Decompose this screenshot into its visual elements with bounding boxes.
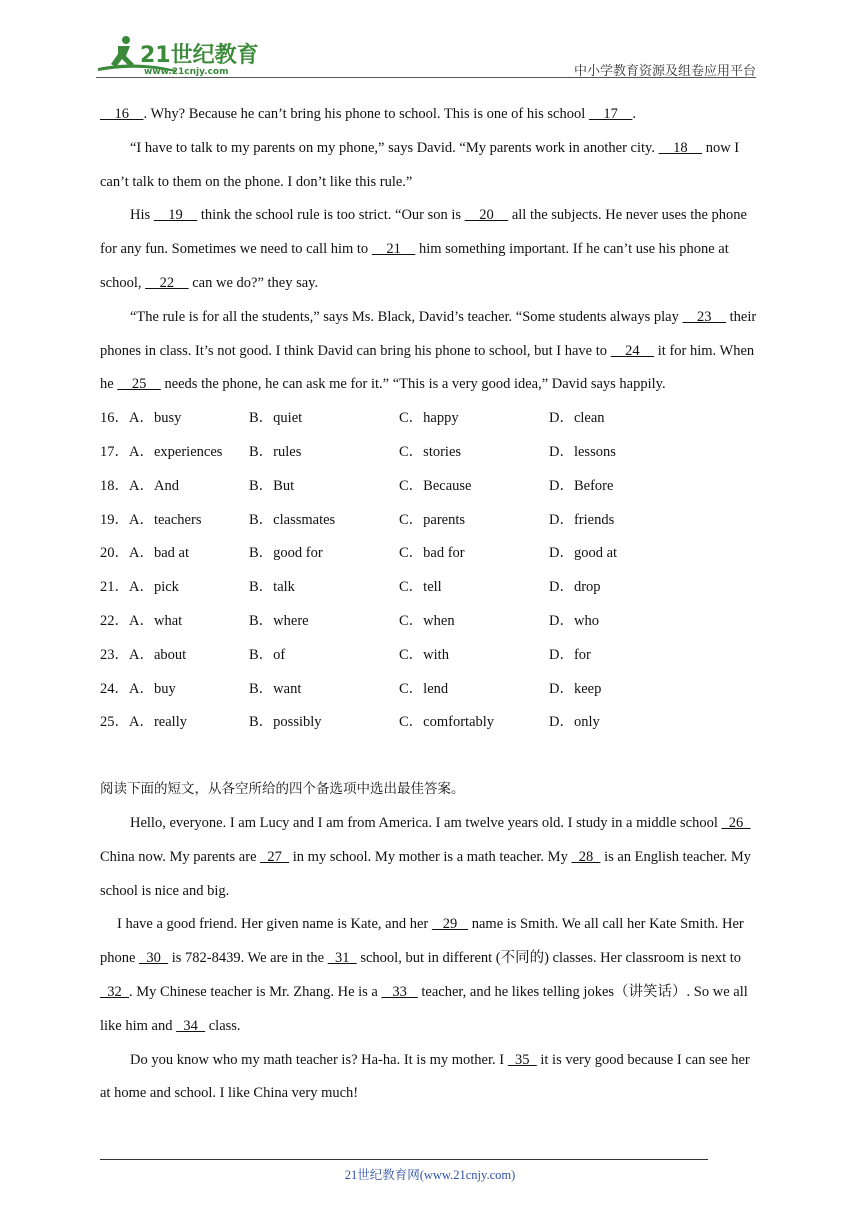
- passage-text: all the subjects. He never uses the phone for any fun. Sometimes we need to call him to: [100, 207, 747, 258]
- passage-text: .: [632, 106, 637, 122]
- option-a: [100, 402, 181, 436]
- answer-blank: 20: [464, 207, 509, 224]
- question-number: 18．: [100, 477, 129, 494]
- option-a: [100, 504, 201, 538]
- passage-text: it for him. When he: [100, 342, 755, 393]
- passage-text: Do you know who my math teacher is? Ha-ha. It is my mother. I: [130, 1051, 508, 1068]
- question-row: [100, 537, 760, 571]
- option-c: C．lend: [399, 680, 449, 697]
- answer-blank: 18: [658, 139, 703, 156]
- question-row: [100, 706, 760, 740]
- passage-text: now I can’t talk to them on the phone. I don’t like this rule.”: [100, 139, 740, 190]
- question-number: 17．: [100, 443, 129, 460]
- answer-blank: 19: [153, 207, 198, 224]
- option-text: A．teachers: [129, 511, 202, 528]
- passage-text: China now. My parents are: [100, 848, 261, 865]
- option-c: C．when: [399, 612, 455, 629]
- site-logo: [96, 34, 276, 76]
- option-c: C．tell: [399, 579, 442, 596]
- option-text: A．about: [129, 646, 187, 663]
- passage-text: can we do?” they say.: [188, 274, 319, 291]
- passage2-paragraph: [100, 908, 760, 1043]
- answer-blank: 25: [117, 376, 161, 393]
- answer-blank: 21: [371, 241, 416, 258]
- question-number: 21．: [100, 579, 129, 596]
- option-c: C．Because: [399, 477, 472, 494]
- option-text: A．what: [129, 612, 183, 629]
- passage-1: [100, 98, 760, 402]
- option-d: D．for: [549, 646, 591, 663]
- option-a: [100, 673, 176, 707]
- option-text: A．bad at: [129, 545, 189, 562]
- option-c: C．bad for: [399, 545, 465, 562]
- question-number: 20．: [100, 545, 129, 562]
- answer-blank: 28: [571, 848, 601, 865]
- answer-blank: 26: [721, 814, 751, 831]
- passage-text: . Why? Because he can’t bring his phone to school. This is one of his school: [143, 106, 589, 122]
- passage1-paragraph: [100, 301, 760, 402]
- option-c: C．comfortably: [399, 714, 495, 731]
- document-body: [100, 98, 760, 1111]
- passage-text: name is Smith. We all call her Kate Smith. Her phone: [100, 916, 744, 967]
- question-row: [100, 470, 760, 504]
- option-a: [100, 639, 186, 673]
- page-header: [96, 30, 756, 78]
- logo-text: 21世纪教育: [140, 43, 259, 68]
- option-a: [100, 537, 189, 571]
- passage1-paragraph: [100, 132, 760, 200]
- question-number: 24．: [100, 680, 129, 697]
- option-d: D．only: [549, 714, 600, 731]
- passage-text: His: [130, 207, 154, 224]
- passage-text: . My Chinese teacher is Mr. Zhang. He is a: [129, 983, 382, 1000]
- passage1-paragraph: [100, 98, 760, 132]
- option-c: C．happy: [399, 410, 459, 427]
- footer-divider: [100, 1159, 708, 1160]
- option-c: C．parents: [399, 511, 466, 528]
- option-d: D．clean: [549, 410, 605, 427]
- passage-text: it is very good because I can see her at home and school. I like China very much!: [100, 1051, 750, 1102]
- passage-text: class.: [205, 1017, 241, 1034]
- passage-text: needs the phone, he can ask me for it.” “This is a very good idea,” David says happily.: [160, 376, 666, 393]
- option-text: A．busy: [129, 410, 182, 427]
- option-text: A．buy: [129, 680, 176, 697]
- passage-text: “I have to talk to my parents on my phone,” says David. “My parents work in another city.: [130, 139, 659, 156]
- passage-text: him something important. If he can’t use his phone at school,: [100, 241, 729, 291]
- question-row: [100, 605, 760, 639]
- section-instruction: 阅读下面的短文，从各空所给的四个备选项中选出最佳答案。: [100, 781, 465, 798]
- question-row: [100, 639, 760, 673]
- passage1-paragraph: [100, 199, 760, 300]
- option-b: B．But: [249, 477, 295, 494]
- question-number: 23．: [100, 646, 129, 663]
- option-b: B．want: [249, 680, 302, 697]
- option-d: D．keep: [549, 680, 602, 697]
- question-row: [100, 402, 760, 436]
- option-b: B．good for: [249, 545, 323, 562]
- question-number: 16．: [100, 410, 129, 427]
- passage2-paragraph: [100, 807, 760, 908]
- answer-blank: 33: [381, 983, 418, 1000]
- answer-blank: 22: [145, 274, 189, 291]
- answer-blank: 32: [100, 983, 129, 1000]
- option-text: A．And: [129, 477, 179, 494]
- option-b: B．talk: [249, 579, 295, 596]
- option-text: A．really: [129, 714, 187, 731]
- option-a: [100, 470, 179, 504]
- option-d: D．friends: [549, 511, 615, 528]
- option-b: B．possibly: [249, 714, 322, 731]
- logo-url: www.21cnjy.com: [144, 67, 229, 76]
- header-divider: [96, 77, 756, 78]
- option-d: D．good at: [549, 545, 618, 562]
- passage-text: is an English teacher. My school is nice and big.: [100, 848, 752, 899]
- option-d: D．lessons: [549, 443, 616, 460]
- passage-text: “The rule is for all the students,” says Ms. Black, David’s teacher. “Some students always play: [130, 308, 683, 325]
- passage-text: Hello, everyone. I am Lucy and I am from America. I am twelve years old. I study in a middle school: [130, 814, 722, 831]
- option-c: C．stories: [399, 443, 462, 460]
- option-b: B．classmates: [249, 511, 336, 528]
- question-list: [100, 402, 760, 740]
- passage-2: [100, 807, 760, 1111]
- option-a: [100, 436, 222, 470]
- answer-blank: 31: [327, 950, 357, 967]
- option-a: [100, 706, 187, 740]
- option-b: B．rules: [249, 443, 302, 460]
- option-b: B．of: [249, 646, 286, 663]
- footer-text: 21世纪教育网(www.21cnjy.com): [344, 1168, 516, 1182]
- option-a: [100, 605, 182, 639]
- answer-blank: 23: [682, 308, 726, 325]
- passage-text: teacher, and he likes telling jokes（讲笑话）. So we all like him and: [100, 983, 748, 1034]
- answer-blank: 30: [139, 950, 169, 967]
- answer-blank: 27: [260, 848, 290, 865]
- option-c: C．with: [399, 646, 449, 663]
- question-row: [100, 673, 760, 707]
- answer-blank: 17: [588, 106, 633, 122]
- option-b: B．quiet: [249, 410, 303, 427]
- passage-text: their phones in class. It’s not good. I think David can bring his phone to school, but I have to: [100, 308, 757, 359]
- option-a: [100, 571, 179, 605]
- header-platform-name: 中小学教育资源及组卷应用平台: [573, 64, 756, 79]
- answer-blank: 24: [610, 342, 655, 359]
- passage-text: is 782-8439. We are in the: [168, 950, 328, 967]
- question-number: 25．: [100, 714, 129, 731]
- answer-blank: 16: [100, 106, 144, 122]
- option-text: A．pick: [129, 579, 179, 596]
- passage-text: think the school rule is too strict. “Our son is: [197, 207, 465, 224]
- answer-blank: 35: [507, 1051, 537, 1068]
- passage-text: I have a good friend. Her given name is Kate, and her: [117, 916, 432, 933]
- question-row: [100, 504, 760, 538]
- passage-text: in my school. My mother is a math teacher. My: [289, 848, 572, 865]
- answer-blank: 34: [176, 1017, 206, 1034]
- option-d: D．Before: [549, 477, 614, 494]
- option-b: B．where: [249, 612, 309, 629]
- question-number: 19．: [100, 511, 129, 528]
- option-d: D．drop: [549, 579, 601, 596]
- question-number: 22．: [100, 612, 129, 629]
- answer-blank: 29: [431, 916, 469, 933]
- question-row: [100, 436, 760, 470]
- passage-text: school, but in different (不同的) classes. Her classroom is next to: [356, 950, 742, 967]
- question-row: [100, 571, 760, 605]
- option-d: D．who: [549, 612, 599, 629]
- option-text: A．experiences: [129, 443, 223, 460]
- passage2-paragraph: [100, 1044, 760, 1112]
